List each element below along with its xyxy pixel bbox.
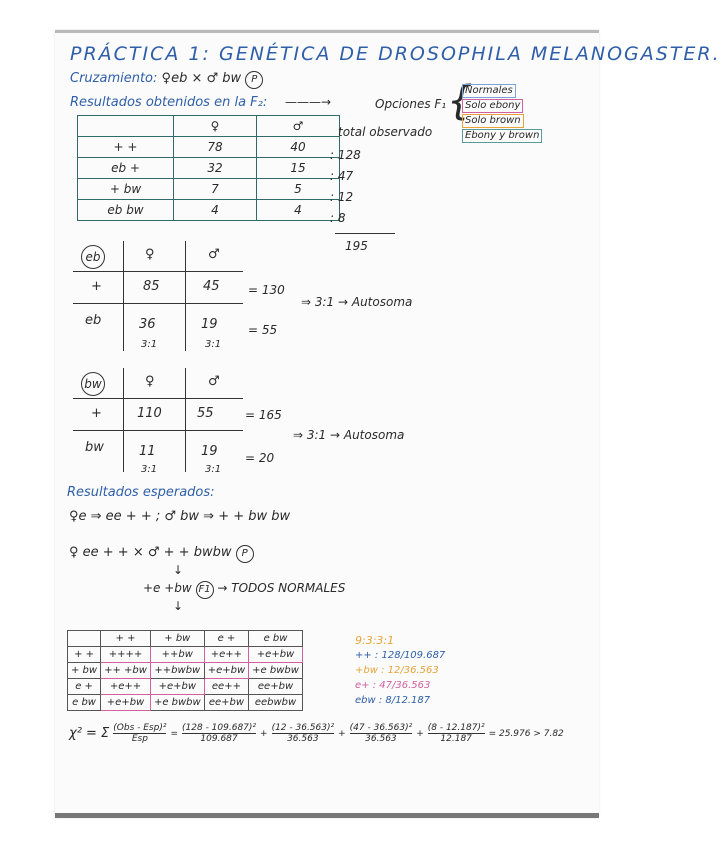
table-cell: +e+bw — [249, 647, 303, 663]
divider — [73, 398, 243, 399]
bw-conclusion: ⇒ 3:1 → Autosoma — [293, 428, 405, 442]
table-row — [78, 158, 340, 179]
f1-options-label: Opciones F₁ — [375, 97, 447, 111]
sum-divider — [335, 233, 395, 234]
ratio-female: 3:1 — [141, 464, 158, 475]
table-cell: ++bw — [150, 647, 204, 663]
option-normales: Normales — [462, 84, 516, 98]
cross-label: Cruzamiento: — [70, 71, 158, 86]
row-label: + bw — [78, 179, 174, 200]
table-cell: ee+bw — [204, 695, 248, 711]
ratio-male: 3:1 — [205, 339, 222, 350]
column-header: + + — [101, 631, 151, 647]
eb-corner: eb — [81, 245, 105, 269]
row-label: + — [91, 279, 102, 294]
row-label: + bw — [68, 663, 101, 679]
parental-marker: P — [245, 71, 263, 89]
table-cell: 36 — [139, 317, 156, 332]
option-ebony-brown: Ebony y brown — [462, 129, 542, 143]
numerator: (Obs - Esp)² — [113, 723, 167, 733]
total-value: : 47 — [330, 169, 354, 183]
row-label: eb bw — [78, 200, 174, 221]
f1-genotype: +e +bw — [143, 581, 192, 595]
table-cell: 110 — [137, 406, 162, 421]
table-row — [68, 647, 303, 663]
total-value: : 128 — [330, 148, 361, 162]
fraction — [113, 723, 166, 744]
divider — [73, 430, 243, 431]
denominator: 36.563 — [287, 734, 319, 744]
row-label: + + — [68, 647, 101, 663]
cross-text: ♀eb × ♂ bw — [161, 71, 242, 86]
numerator: (128 - 109.687)² — [182, 723, 257, 733]
table-cell: 45 — [203, 279, 220, 294]
table-cell — [78, 116, 174, 137]
fraction — [428, 723, 485, 744]
denominator: Esp — [131, 734, 148, 744]
fraction — [182, 723, 256, 744]
total-sum: 195 — [345, 239, 368, 253]
f1-options-list — [462, 83, 542, 143]
fraction — [272, 723, 335, 744]
table-cell: 19 — [201, 444, 218, 459]
table-cell: 32 — [174, 158, 257, 179]
table-cell: 7 — [174, 179, 257, 200]
row-label: e + — [68, 679, 101, 695]
total-value: : 8 — [330, 211, 346, 225]
chi-lhs: χ² = Σ — [69, 726, 110, 741]
table-cell: 4 — [257, 200, 340, 221]
table-cell: ee+bw — [249, 679, 303, 695]
plus: + — [338, 728, 346, 739]
bw-total-1: = 165 — [245, 408, 282, 422]
divider — [185, 241, 186, 351]
denominator: 12.187 — [440, 734, 472, 744]
divider — [123, 368, 124, 472]
table-cell: +e++ — [204, 647, 248, 663]
chi-square-formula — [69, 723, 564, 744]
parental-marker: P — [236, 545, 254, 563]
female-header: ♀ — [145, 374, 155, 389]
table-cell: +e+bw — [204, 663, 248, 679]
f1-result: → TODOS NORMALES — [217, 581, 346, 595]
f1-marker: F1 — [196, 581, 214, 599]
denominator: 109.687 — [200, 734, 238, 744]
down-arrow: ↓ — [173, 599, 184, 613]
table-cell: 11 — [139, 444, 156, 459]
table-row — [78, 200, 340, 221]
column-header: e bw — [249, 631, 303, 647]
table-cell: +e bwbw — [249, 663, 303, 679]
divider — [73, 303, 243, 304]
row-label: + + — [78, 137, 174, 158]
column-header: e + — [204, 631, 248, 647]
numerator: (8 - 12.187)² — [427, 723, 485, 733]
table-cell: ++bwbw — [150, 663, 204, 679]
table-cell: eebwbw — [249, 695, 303, 711]
female-header: ♀ — [174, 116, 257, 137]
expected-line-2 — [69, 545, 254, 563]
male-header: ♂ — [257, 116, 340, 137]
ratio-item: ++ : 128/109.687 — [355, 650, 446, 661]
table-cell: 78 — [174, 137, 257, 158]
table-row — [68, 695, 303, 711]
table-cell: ++ +bw — [101, 663, 151, 679]
fraction — [350, 723, 413, 744]
numerator: (47 - 36.563)² — [349, 723, 413, 733]
ratio-item: e+ : 47/36.563 — [355, 680, 431, 691]
expected-line-3 — [143, 581, 345, 599]
column-header: + bw — [150, 631, 204, 647]
plus: + — [260, 728, 268, 739]
divider — [185, 368, 186, 472]
bw-table — [73, 368, 243, 478]
f2-arrow: ———→ — [285, 95, 332, 109]
row-label: bw — [85, 440, 104, 455]
table-cell: 19 — [201, 317, 218, 332]
brace: { — [447, 78, 473, 124]
eb-conclusion: ⇒ 3:1 → Autosoma — [301, 295, 413, 309]
total-observed-label: total observado — [338, 125, 433, 139]
equals: = — [170, 728, 179, 739]
table-cell: +e+bw — [150, 679, 204, 695]
row-label: eb — [85, 313, 102, 328]
table-cell: 85 — [143, 279, 160, 294]
cross-line — [70, 71, 263, 89]
cross-text: ♀ ee + + × ♂ + + bwbw — [69, 545, 232, 560]
female-header: ♀ — [145, 247, 155, 262]
table-cell: +e+bw — [101, 695, 151, 711]
divider — [123, 241, 124, 351]
expected-line-1: ♀e ⇒ ee + + ; ♂ bw ⇒ + + bw bw — [69, 509, 291, 524]
row-label: + — [91, 406, 102, 421]
plus: + — [416, 728, 424, 739]
table-cell: 4 — [174, 200, 257, 221]
denominator: 36.563 — [365, 734, 397, 744]
f2-results-table — [77, 115, 340, 221]
eb-total-2: = 55 — [248, 323, 278, 337]
notebook-page — [55, 30, 721, 818]
ratio-list — [355, 633, 445, 708]
table-row — [68, 679, 303, 695]
total-value: : 12 — [330, 190, 354, 204]
table-cell — [68, 631, 101, 647]
ratio-item: ebw : 8/12.187 — [355, 695, 431, 706]
ratio-male: 3:1 — [205, 464, 222, 475]
expected-label: Resultados esperados: — [67, 485, 215, 500]
table-cell: ee++ — [204, 679, 248, 695]
down-arrow: ↓ — [173, 563, 184, 577]
male-header: ♂ — [208, 374, 220, 389]
ratio-female: 3:1 — [141, 339, 158, 350]
table-cell: 55 — [197, 406, 214, 421]
bw-corner: bw — [81, 372, 105, 396]
table-row — [68, 631, 303, 647]
row-label: eb + — [78, 158, 174, 179]
table-row — [78, 137, 340, 158]
table-cell: 40 — [257, 137, 340, 158]
totals-column — [330, 145, 361, 229]
table-cell: ++++ — [101, 647, 151, 663]
numerator: (12 - 36.563)² — [271, 723, 335, 733]
table-row — [78, 179, 340, 200]
option-solo-brown: Solo brown — [462, 114, 524, 128]
table-row — [78, 116, 340, 137]
table-row — [68, 663, 303, 679]
f2-label: Resultados obtenidos en la F₂: — [70, 95, 268, 110]
eb-total-1: = 130 — [248, 283, 285, 297]
page-title: PRÁCTICA 1: GENÉTICA DE DROSOPHILA MELANOGASTER. — [70, 43, 721, 65]
ratio-head: 9:3:3:1 — [355, 634, 395, 647]
chi-result: = 25.976 > 7.82 — [488, 728, 564, 739]
table-cell: 15 — [257, 158, 340, 179]
table-cell: +e bwbw — [150, 695, 204, 711]
ratio-item: +bw : 12/36.563 — [355, 665, 439, 676]
table-cell: +e++ — [101, 679, 151, 695]
table-cell: 5 — [257, 179, 340, 200]
divider — [73, 271, 243, 272]
eb-table — [73, 241, 243, 357]
male-header: ♂ — [208, 247, 220, 262]
bw-total-2: = 20 — [245, 451, 275, 465]
option-solo-ebony: Solo ebony — [462, 99, 523, 113]
punnett-square — [67, 630, 303, 711]
row-label: e bw — [68, 695, 101, 711]
